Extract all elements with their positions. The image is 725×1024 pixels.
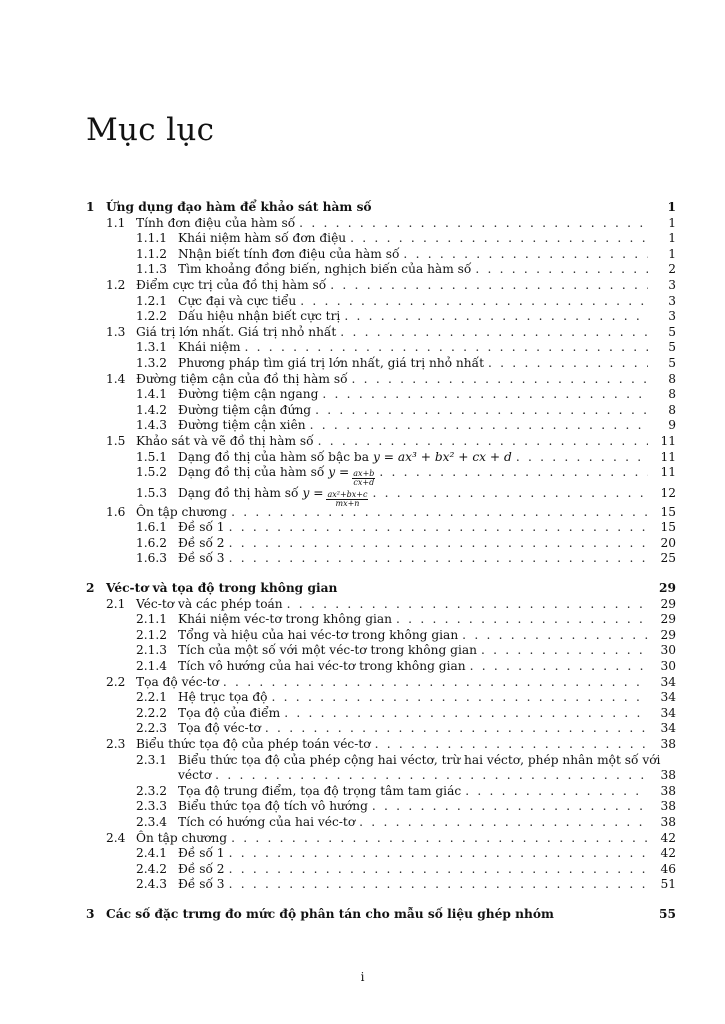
toc-page: 34 bbox=[660, 705, 676, 720]
toc-number: 2.1.1 bbox=[136, 612, 168, 627]
toc-subsection[interactable] bbox=[86, 520, 676, 536]
leader-dots bbox=[310, 418, 648, 434]
toc-page: 38 bbox=[660, 737, 676, 751]
leader-dots bbox=[481, 643, 648, 659]
toc-number: 2.1.2 bbox=[136, 627, 168, 642]
toc-page: 34 bbox=[660, 690, 676, 705]
toc-page: 5 bbox=[668, 340, 676, 355]
toc-section[interactable] bbox=[86, 434, 676, 450]
toc-subsection[interactable] bbox=[86, 387, 676, 403]
toc-number: 1 bbox=[86, 200, 95, 214]
toc-page: 5 bbox=[668, 324, 676, 339]
toc-page: 3 bbox=[668, 309, 676, 324]
toc-label: Đề số 3 bbox=[178, 551, 225, 566]
toc-label: Tọa độ véc-tơ bbox=[178, 721, 261, 736]
toc-number: 1.3.1 bbox=[136, 340, 168, 355]
toc-label: Dạng đồ thị của hàm số bậc ba bbox=[178, 449, 369, 464]
toc-subsection[interactable] bbox=[86, 862, 676, 878]
toc-page: 15 bbox=[660, 504, 676, 519]
leader-dots bbox=[344, 309, 648, 325]
toc-page: 2 bbox=[668, 262, 676, 277]
toc-label: Khảo sát và vẽ đồ thị hàm số bbox=[136, 433, 314, 448]
toc-number: 2.3.1 bbox=[136, 752, 168, 767]
toc-label: Tích của một số với một véc-tơ trong không gian bbox=[178, 643, 477, 658]
leader-dots bbox=[287, 597, 648, 613]
leader-dots bbox=[359, 815, 648, 831]
toc-number: 1.1.1 bbox=[136, 231, 168, 246]
toc-chapter[interactable] bbox=[86, 907, 676, 923]
leader-dots bbox=[229, 520, 648, 536]
toc-number: 1.2.2 bbox=[136, 309, 168, 324]
toc-label: Đề số 2 bbox=[178, 535, 225, 550]
toc-label: Tích vô hướng của hai véc-tơ trong không gian bbox=[178, 659, 466, 674]
toc-math: y = bbox=[328, 465, 350, 480]
toc-label: Biểu thức tọa độ của phép cộng hai véctơ, trừ hai véctơ, phép nhân một số với bbox=[178, 752, 661, 767]
toc-subsection[interactable] bbox=[86, 799, 676, 815]
toc-number: 2.1.3 bbox=[136, 643, 168, 658]
toc-subsection[interactable] bbox=[86, 309, 676, 325]
toc-label: Đề số 2 bbox=[178, 861, 225, 876]
toc-subsection[interactable] bbox=[86, 536, 676, 552]
leader-dots bbox=[223, 675, 648, 691]
toc-page: 1 bbox=[667, 200, 676, 214]
toc-number: 1.2.1 bbox=[136, 293, 168, 308]
toc-page: 30 bbox=[660, 643, 676, 658]
toc-number: 2.4.3 bbox=[136, 877, 168, 892]
toc-label: Các số đặc trưng đo mức độ phân tán cho mẫu số liệu ghép nhóm bbox=[106, 906, 554, 921]
toc-section[interactable] bbox=[86, 675, 676, 691]
toc-subsection[interactable] bbox=[86, 478, 676, 508]
toc-label: Véc-tơ và tọa độ trong không gian bbox=[106, 581, 338, 596]
toc-number: 1.3 bbox=[106, 324, 126, 339]
toc-label: Tổng và hiệu của hai véc-tơ trong không gian bbox=[178, 627, 459, 642]
toc-label: Đường tiệm cận xiên bbox=[178, 418, 306, 433]
toc-page: 29 bbox=[660, 612, 676, 627]
toc-subsection[interactable] bbox=[86, 231, 676, 247]
toc-number: 1.4.2 bbox=[136, 402, 168, 417]
toc-number: 1.2 bbox=[106, 277, 126, 292]
toc-page: 51 bbox=[660, 877, 676, 892]
toc-page: 9 bbox=[668, 418, 676, 433]
toc-number: 2.1 bbox=[106, 596, 126, 611]
toc-number: 1.5.2 bbox=[136, 465, 168, 480]
toc-subsection[interactable] bbox=[86, 659, 676, 675]
leader-dots bbox=[231, 505, 648, 521]
toc-label: Biểu thức tọa độ tích vô hướng bbox=[178, 799, 368, 814]
leader-dots bbox=[396, 612, 648, 628]
toc-subsection[interactable] bbox=[86, 628, 676, 644]
toc-label: Tọa độ véc-tơ bbox=[136, 674, 219, 689]
toc-page: 15 bbox=[660, 520, 676, 535]
toc-subsection[interactable] bbox=[86, 465, 676, 488]
toc-page: 1 bbox=[668, 246, 676, 261]
toc-subsection[interactable] bbox=[86, 690, 676, 706]
toc-page: 8 bbox=[668, 387, 676, 402]
toc-label: Tìm khoảng đồng biến, nghịch biến của hàm số bbox=[178, 262, 472, 277]
toc-page: 38 bbox=[660, 783, 676, 798]
toc-subsection[interactable] bbox=[86, 403, 676, 419]
toc-number: 2.4.2 bbox=[136, 861, 168, 876]
toc-section[interactable] bbox=[86, 505, 676, 521]
toc-page: 1 bbox=[668, 215, 676, 230]
toc-number: 1.4.1 bbox=[136, 387, 168, 402]
toc-number: 2.2.2 bbox=[136, 705, 168, 720]
toc-number: 1.4.3 bbox=[136, 418, 168, 433]
leader-dots bbox=[229, 862, 648, 878]
leader-dots bbox=[465, 784, 648, 800]
toc-subsection-continued[interactable] bbox=[86, 768, 676, 784]
toc-page: 1 bbox=[668, 231, 676, 246]
toc-page: 34 bbox=[660, 721, 676, 736]
toc-label: Khái niệm hàm số đơn điệu bbox=[178, 231, 347, 246]
toc-subsection[interactable] bbox=[86, 721, 676, 737]
toc-section[interactable] bbox=[86, 597, 676, 613]
toc-math: y = ax³ + bx² + cx + d bbox=[373, 449, 512, 464]
toc-label: Đề số 1 bbox=[178, 520, 225, 535]
toc-page: 38 bbox=[660, 768, 676, 783]
leader-dots bbox=[300, 294, 648, 310]
leader-dots bbox=[372, 481, 648, 505]
leader-dots bbox=[245, 340, 648, 356]
toc-number: 2.3.4 bbox=[136, 814, 168, 829]
toc-number: 1.6.3 bbox=[136, 551, 168, 566]
toc-label: Điểm cực trị của đồ thị hàm số bbox=[136, 277, 327, 292]
toc-page: 42 bbox=[660, 830, 676, 845]
leader-dots bbox=[352, 372, 648, 388]
toc-label: Véc-tơ và các phép toán bbox=[136, 596, 283, 611]
leader-dots bbox=[372, 799, 648, 815]
toc-page: 11 bbox=[660, 465, 676, 480]
toc-section[interactable] bbox=[86, 372, 676, 388]
toc-label: Dạng đồ thị hàm số bbox=[178, 485, 299, 500]
toc-page: 34 bbox=[660, 674, 676, 689]
toc-label: Biểu thức tọa độ của phép toán véc-tơ bbox=[136, 737, 371, 751]
fraction-numerator: ax²+bx+c bbox=[327, 489, 368, 499]
toc-number: 1.6 bbox=[106, 504, 126, 519]
toc-number: 2.4.1 bbox=[136, 846, 168, 861]
toc-number: 1.3.2 bbox=[136, 355, 168, 370]
toc-label: Đường tiệm cận của đồ thị hàm số bbox=[136, 371, 348, 386]
toc-label: Hệ trục tọa độ bbox=[178, 690, 268, 705]
toc-label: Ứng dụng đạo hàm để khảo sát hàm số bbox=[106, 200, 372, 214]
toc-label: Dạng đồ thị của hàm số bbox=[178, 465, 325, 480]
toc-page: 8 bbox=[668, 371, 676, 386]
toc-page: 11 bbox=[660, 433, 676, 448]
leader-dots bbox=[403, 247, 648, 263]
toc-number: 2.2.1 bbox=[136, 690, 168, 705]
toc-number: 1.1.2 bbox=[136, 246, 168, 261]
leader-dots bbox=[229, 877, 648, 893]
toc-page: 5 bbox=[668, 355, 676, 370]
toc-page: 55 bbox=[659, 906, 676, 921]
toc-label: Tích có hướng của hai véc-tơ bbox=[178, 814, 356, 829]
toc-subsection[interactable] bbox=[86, 418, 676, 434]
fraction-denominator: cx+d bbox=[353, 478, 375, 488]
toc-label: Phương pháp tìm giá trị lớn nhất, giá trị nhỏ nhất bbox=[178, 355, 484, 370]
toc-number: 2.4 bbox=[106, 830, 126, 845]
toc-subsection[interactable] bbox=[86, 815, 676, 831]
toc-subsection[interactable] bbox=[86, 340, 676, 356]
toc-label: Ôn tập chương bbox=[136, 830, 228, 845]
toc-page: 38 bbox=[660, 799, 676, 814]
toc-number: 2.2 bbox=[106, 674, 126, 689]
fraction-numerator: ax+b bbox=[353, 469, 375, 479]
leader-dots bbox=[229, 536, 648, 552]
toc-page: 29 bbox=[659, 581, 676, 596]
toc-number: 1.5.3 bbox=[136, 485, 168, 500]
toc-number: 3 bbox=[86, 906, 95, 921]
leader-dots bbox=[315, 403, 648, 419]
toc-page: 3 bbox=[668, 293, 676, 308]
toc-number: 2.3.3 bbox=[136, 799, 168, 814]
leader-dots bbox=[265, 721, 648, 737]
toc-label: Nhận biết tính đơn điệu của hàm số bbox=[178, 246, 400, 261]
toc-page: 11 bbox=[660, 449, 676, 464]
toc-label: Đường tiệm cận ngang bbox=[178, 387, 319, 402]
toc-number: 2.3.2 bbox=[136, 783, 168, 798]
toc-number: 2 bbox=[86, 581, 95, 596]
toc-subsection[interactable] bbox=[86, 294, 676, 310]
leader-dots bbox=[488, 356, 648, 372]
toc-subsection[interactable] bbox=[86, 356, 676, 372]
leader-dots bbox=[516, 450, 648, 466]
toc-label: Dấu hiệu nhận biết cực trị bbox=[178, 309, 341, 324]
toc-page: 38 bbox=[660, 814, 676, 829]
toc-subsection[interactable] bbox=[86, 846, 676, 862]
toc-page: 42 bbox=[660, 846, 676, 861]
toc-subsection[interactable] bbox=[86, 247, 676, 263]
toc-label: Cực đại và cực tiểu bbox=[178, 293, 297, 308]
toc-label: Tính đơn điệu của hàm số bbox=[136, 215, 296, 230]
toc-chapter[interactable] bbox=[86, 581, 676, 597]
toc-number: 1.4 bbox=[106, 371, 126, 386]
leader-dots bbox=[340, 325, 648, 341]
toc-label: Tọa độ của điểm bbox=[178, 705, 281, 720]
toc-page: 30 bbox=[660, 659, 676, 674]
toc-section[interactable] bbox=[86, 278, 676, 294]
toc-number: 2.3 bbox=[106, 737, 126, 751]
toc-subsection[interactable] bbox=[86, 450, 676, 466]
leader-dots bbox=[350, 231, 648, 247]
leader-dots bbox=[299, 216, 648, 232]
toc-subsection[interactable] bbox=[86, 706, 676, 722]
toc-number: 2.2.3 bbox=[136, 721, 168, 736]
toc-subsection[interactable] bbox=[86, 612, 676, 628]
toc-page: 46 bbox=[660, 861, 676, 876]
toc-label: Đề số 1 bbox=[178, 846, 225, 861]
leader-dots bbox=[284, 706, 648, 722]
toc-page: 25 bbox=[660, 551, 676, 566]
toc-subsection[interactable] bbox=[86, 877, 676, 893]
leader-dots bbox=[330, 278, 648, 294]
toc-page: 8 bbox=[668, 402, 676, 417]
leader-dots bbox=[322, 387, 648, 403]
toc-chapter[interactable] bbox=[86, 200, 676, 216]
leader-dots bbox=[318, 434, 648, 450]
toc-label: Đường tiệm cận đứng bbox=[178, 402, 312, 417]
leader-dots bbox=[375, 737, 648, 753]
toc-section[interactable] bbox=[86, 737, 676, 753]
leader-dots bbox=[462, 628, 648, 644]
toc-number: 1.1 bbox=[106, 215, 126, 230]
toc-section[interactable] bbox=[86, 325, 676, 341]
toc-number: 2.1.4 bbox=[136, 659, 168, 674]
page-number: i bbox=[360, 970, 365, 984]
toc-page: 20 bbox=[660, 535, 676, 550]
leader-dots bbox=[379, 465, 648, 481]
toc-page: 12 bbox=[660, 485, 676, 500]
toc-page: 29 bbox=[660, 627, 676, 642]
toc-number: 1.6.1 bbox=[136, 520, 168, 535]
toc-number: 1.6.2 bbox=[136, 535, 168, 550]
leader-dots bbox=[229, 846, 648, 862]
leader-dots bbox=[215, 768, 648, 784]
leader-dots bbox=[470, 659, 648, 675]
toc-page: 29 bbox=[660, 596, 676, 611]
toc-number: 1.5 bbox=[106, 433, 126, 448]
toc-subsection[interactable] bbox=[86, 753, 676, 769]
leader-dots bbox=[475, 262, 648, 278]
toc-label: Giá trị lớn nhất. Giá trị nhỏ nhất bbox=[136, 324, 337, 339]
toc-subsection[interactable] bbox=[86, 784, 676, 800]
page-title: Mục lục bbox=[86, 112, 215, 148]
toc-number: 1.5.1 bbox=[136, 449, 168, 464]
toc-subsection[interactable] bbox=[86, 643, 676, 659]
leader-dots bbox=[231, 831, 648, 847]
toc-label: véctơ bbox=[178, 768, 212, 783]
toc-section[interactable] bbox=[86, 831, 676, 847]
toc-label: Khái niệm véc-tơ trong không gian bbox=[178, 612, 393, 627]
toc-label: Ôn tập chương bbox=[136, 504, 228, 519]
leader-dots bbox=[272, 690, 648, 706]
toc-label: Tọa độ trung điểm, tọa độ trọng tâm tam giác bbox=[178, 783, 462, 798]
toc-number: 1.1.3 bbox=[136, 262, 168, 277]
toc-math: y = bbox=[302, 485, 324, 500]
toc-subsection[interactable] bbox=[86, 551, 676, 567]
table-of-contents bbox=[86, 200, 676, 923]
toc-subsection[interactable] bbox=[86, 262, 676, 278]
leader-dots bbox=[229, 551, 648, 567]
toc-label: Khái niệm bbox=[178, 340, 241, 355]
toc-page: 3 bbox=[668, 277, 676, 292]
fraction-denominator: mx+n bbox=[335, 498, 360, 508]
toc-label: Đề số 3 bbox=[178, 877, 225, 892]
toc-section[interactable] bbox=[86, 216, 676, 232]
